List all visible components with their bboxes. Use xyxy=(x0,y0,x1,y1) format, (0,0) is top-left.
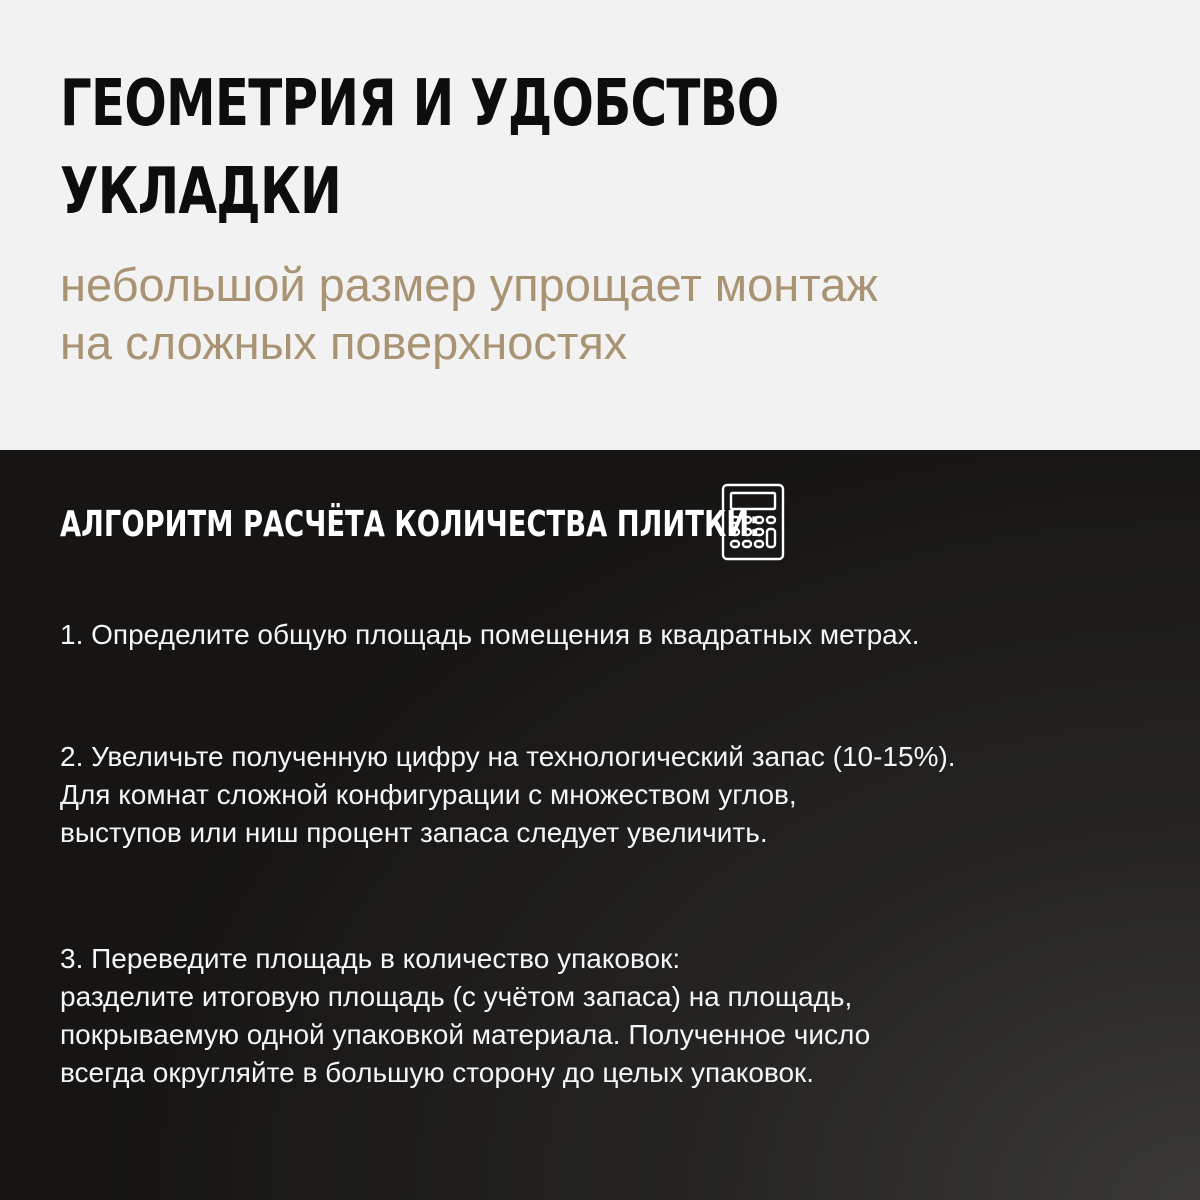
step-3-line-4: всегда округляйте в большую сторону до целых упаковок. xyxy=(60,1057,815,1088)
step-3-line-3: покрываемую одной упаковкой материала. Полученное число xyxy=(60,1019,871,1050)
step-item-3 xyxy=(60,940,1170,1092)
header-panel xyxy=(0,0,1200,450)
calculator-icon xyxy=(720,482,786,562)
page-title-line-1: ГЕОМЕТРИЯ И УДОБСТВО xyxy=(60,67,779,141)
step-3-line-1: 3. Переведите площадь в количество упаковок: xyxy=(60,943,681,974)
step-2-line-1: 2. Увеличьте полученную цифру на технологический запас (10-15%). xyxy=(60,741,956,772)
section-title: АЛГОРИТМ РАСЧЁТА КОЛИЧЕСТВА ПЛИТКИ: xyxy=(60,504,761,545)
step-2-line-3: выступов или ниш процент запаса следует увеличить. xyxy=(60,817,768,848)
page-subtitle xyxy=(60,256,1140,372)
page-subtitle-line-1: небольшой размер упрощает монтаж xyxy=(60,258,878,311)
step-3-line-2: разделите итоговую площадь (с учётом запаса) на площадь, xyxy=(60,981,853,1012)
step-1-line-1: 1. Определите общую площадь помещения в квадратных метрах. xyxy=(60,619,920,650)
step-2-line-2: Для комнат сложной конфигурации с множеством углов, xyxy=(60,779,797,810)
page-subtitle-line-2: на сложных поверхностях xyxy=(60,316,628,369)
step-item-2 xyxy=(60,738,1170,852)
step-item-1 xyxy=(60,616,1170,654)
page-title-line-2: УКЛАДКИ xyxy=(60,155,341,229)
page-title xyxy=(60,60,840,236)
